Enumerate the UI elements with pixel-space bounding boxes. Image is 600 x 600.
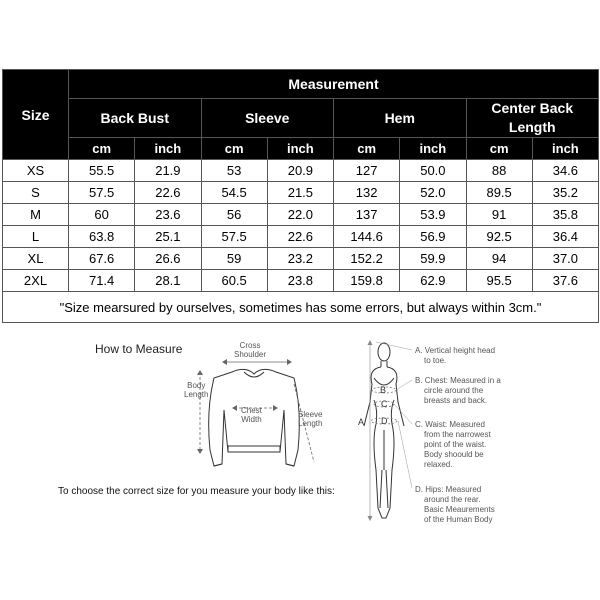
sleeve-length-label: Sleeve Length xyxy=(298,410,323,428)
body-marker-d: D xyxy=(381,416,388,426)
group-header-hem: Hem xyxy=(334,99,467,138)
unit-header-cell: cm xyxy=(334,138,400,160)
measurement-cell: 34.6 xyxy=(532,160,598,182)
how-to-measure-title: How to Measure xyxy=(95,342,183,356)
measurement-cell: 55.5 xyxy=(69,160,135,182)
measurement-cell: 22.6 xyxy=(135,182,201,204)
measurement-cell: 144.6 xyxy=(334,226,400,248)
measurement-cell: 63.8 xyxy=(69,226,135,248)
unit-header-cell: cm xyxy=(466,138,532,160)
unit-header-cell: inch xyxy=(400,138,466,160)
measurement-cell: 56 xyxy=(201,204,267,226)
measurement-cell: 23.2 xyxy=(267,248,333,270)
note-hips: D. Hips: Measured around the rear. Basic Meaurements of the Human Body xyxy=(415,485,495,524)
measurement-cell: 20.9 xyxy=(267,160,333,182)
choose-size-instruction: To choose the correct size for you measure your body like this: xyxy=(58,486,335,497)
measurement-cell: 37.0 xyxy=(532,248,598,270)
body-marker-c: C xyxy=(381,399,388,409)
group-header-back-bust: Back Bust xyxy=(69,99,202,138)
measurement-cell: 71.4 xyxy=(69,270,135,292)
size-cell: L xyxy=(3,226,69,248)
measurement-cell: 59.9 xyxy=(400,248,466,270)
measurement-cell: 35.2 xyxy=(532,182,598,204)
measurement-cell: 57.5 xyxy=(201,226,267,248)
measurement-cell: 60.5 xyxy=(201,270,267,292)
measurement-cell: 132 xyxy=(334,182,400,204)
measurement-cell: 62.9 xyxy=(400,270,466,292)
chest-width-label: Chest Width xyxy=(241,406,262,424)
measurement-cell: 53.9 xyxy=(400,204,466,226)
body-marker-b: B xyxy=(380,385,387,395)
measurement-cell: 67.6 xyxy=(69,248,135,270)
measurement-cell: 52.0 xyxy=(400,182,466,204)
group-header-sleeve: Sleeve xyxy=(201,99,334,138)
table-footnote: "Size mearsured by ourselves, sometimes has some errors, but always within 3cm." xyxy=(3,292,599,323)
measurement-cell: 22.6 xyxy=(267,226,333,248)
unit-header-cell: inch xyxy=(267,138,333,160)
measurement-cell: 137 xyxy=(334,204,400,226)
measurement-cell: 88 xyxy=(466,160,532,182)
measurement-cell: 59 xyxy=(201,248,267,270)
note-chest: B. Chest: Measured in a circle around the breasts and back. xyxy=(415,376,501,405)
size-cell: XS xyxy=(3,160,69,182)
unit-header-cell: cm xyxy=(69,138,135,160)
body-marker-a: A xyxy=(358,417,365,427)
note-height: A. Vertical height head to toe. xyxy=(415,346,496,365)
size-cell: M xyxy=(3,204,69,226)
unit-header-cell: inch xyxy=(532,138,598,160)
unit-header-cell: cm xyxy=(201,138,267,160)
measurement-cell: 35.8 xyxy=(532,204,598,226)
measurement-cell: 37.6 xyxy=(532,270,598,292)
measurement-cell: 91 xyxy=(466,204,532,226)
measurement-cell: 94 xyxy=(466,248,532,270)
measurement-cell: 23.8 xyxy=(267,270,333,292)
measurement-cell: 36.4 xyxy=(532,226,598,248)
measurement-header: Measurement xyxy=(69,70,599,99)
note-waist: C. Waist: Measured from the narrowest point of the waist. Body shoould be relaxed. xyxy=(415,420,491,469)
measurement-cell: 92.5 xyxy=(466,226,532,248)
measurement-cell: 23.6 xyxy=(135,204,201,226)
measurement-cell: 22.0 xyxy=(267,204,333,226)
measurement-cell: 95.5 xyxy=(466,270,532,292)
cross-shoulder-label: Cross Shoulder xyxy=(234,341,267,359)
measurement-cell: 25.1 xyxy=(135,226,201,248)
measurement-cell: 21.9 xyxy=(135,160,201,182)
measurement-cell: 159.8 xyxy=(334,270,400,292)
measurement-cell: 89.5 xyxy=(466,182,532,204)
measurement-cell: 60 xyxy=(69,204,135,226)
measurement-cell: 152.2 xyxy=(334,248,400,270)
measurement-cell: 127 xyxy=(334,160,400,182)
measurement-cell: 21.5 xyxy=(267,182,333,204)
size-cell: 2XL xyxy=(3,270,69,292)
measurement-cell: 54.5 xyxy=(201,182,267,204)
group-header-center-back-length: Center Back Length xyxy=(466,99,599,138)
unit-header-cell: inch xyxy=(135,138,201,160)
measurement-cell: 28.1 xyxy=(135,270,201,292)
size-cell: XL xyxy=(3,248,69,270)
measurement-cell: 57.5 xyxy=(69,182,135,204)
measurement-cell: 56.9 xyxy=(400,226,466,248)
body-length-label: Body Length xyxy=(184,381,209,399)
measurement-cell: 50.0 xyxy=(400,160,466,182)
measurement-cell: 53 xyxy=(201,160,267,182)
size-header: Size xyxy=(3,70,69,160)
measurement-cell: 26.6 xyxy=(135,248,201,270)
size-cell: S xyxy=(3,182,69,204)
